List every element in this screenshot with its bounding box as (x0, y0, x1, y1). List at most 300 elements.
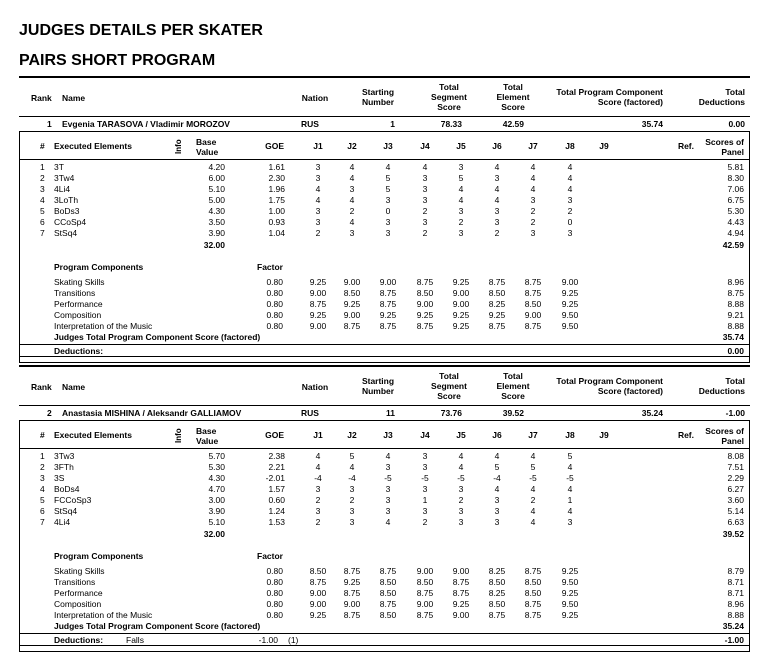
judge-score: 4 (385, 162, 391, 172)
base-header: Value (196, 436, 219, 446)
element-score: 6.27 (727, 484, 744, 494)
judge-score: 8.50 (416, 577, 434, 587)
element-base-value: 3.00 (208, 495, 225, 505)
judge-score: 9.25 (309, 310, 327, 320)
component-score: 8.88 (727, 610, 744, 620)
judge-score: 9.50 (561, 599, 579, 609)
judge-score: 4 (494, 451, 500, 461)
tes-header: Element (496, 92, 530, 102)
pcs-total: 35.24 (722, 621, 744, 631)
element-goe: 1.00 (268, 206, 285, 216)
judge-score: 3 (458, 517, 464, 527)
judge-score: 8.50 (488, 288, 506, 298)
judge-score: 9.00 (343, 599, 361, 609)
judge-score: 3 (494, 217, 500, 227)
judge-score: 8.75 (416, 277, 434, 287)
element-score: 4.43 (727, 217, 744, 227)
judge-score: -4 (493, 473, 501, 483)
judge-score: 2 (458, 217, 464, 227)
judge-score: 8.75 (379, 566, 397, 576)
judge-score: 3 (315, 206, 321, 216)
judge-score: 8.75 (379, 288, 397, 298)
element-code: 3Tw3 (54, 451, 75, 461)
base-header: Base (196, 137, 217, 147)
element-code: CCoSp4 (54, 217, 87, 227)
hash-header: # (40, 430, 45, 440)
element-score: 6.63 (727, 517, 744, 527)
element-base-value: 4.20 (208, 162, 225, 172)
judge-score: 5 (530, 462, 536, 472)
tss-header: Segment (431, 381, 467, 391)
component-score: 8.79 (727, 566, 744, 576)
component-name: Performance (54, 299, 103, 309)
skater-tpc: 35.24 (641, 408, 663, 418)
deductions-label: Deductions: (54, 635, 104, 645)
element-code: 3FTh (54, 462, 74, 472)
judge-score: 2 (494, 228, 500, 238)
judge-score: 9.25 (309, 610, 327, 620)
judge-score: 9.25 (561, 288, 579, 298)
judge-score: 2 (530, 206, 536, 216)
starting-header: Number (361, 97, 395, 107)
element-goe: 0.93 (268, 217, 285, 227)
judge-header: J4 (420, 141, 430, 151)
divider (19, 365, 750, 367)
judge-score: 4 (494, 484, 500, 494)
judge-score: 8.25 (488, 566, 506, 576)
element-code: 3S (54, 473, 65, 483)
judge-score: 4 (385, 451, 391, 461)
component-score: 8.88 (727, 299, 744, 309)
judge-score: 8.50 (488, 599, 506, 609)
component-factor: 0.80 (266, 599, 283, 609)
judge-score: 3 (494, 517, 500, 527)
ref-header: Ref. (677, 430, 694, 440)
judge-score: 3 (422, 462, 428, 472)
judge-score: 8.50 (379, 588, 397, 598)
judge-score: 8.75 (524, 599, 542, 609)
element-code: BoDs3 (54, 206, 80, 216)
judge-header: J4 (420, 430, 430, 440)
judge-score: 3 (349, 184, 355, 194)
element-goe: 1.61 (268, 162, 285, 172)
judge-score: 2 (349, 495, 355, 505)
element-base-value: 3.90 (208, 506, 225, 516)
factor-header: Factor (257, 262, 283, 272)
factor-header: Factor (257, 551, 283, 561)
component-name: Interpretation of the Music (54, 610, 153, 620)
judge-header: J2 (347, 430, 357, 440)
judge-score: 8.75 (379, 599, 397, 609)
judge-score: 9.25 (379, 310, 397, 320)
judge-score: 3 (422, 184, 428, 194)
judge-header: J1 (313, 141, 323, 151)
judge-score: 9.00 (309, 321, 327, 331)
judge-score: 9.25 (343, 577, 361, 587)
judge-score: 4 (494, 195, 500, 205)
judge-score: 9.00 (561, 277, 579, 287)
component-name: Skating Skills (54, 566, 105, 576)
component-factor: 0.80 (266, 288, 283, 298)
skater-nation: RUS (301, 408, 319, 418)
sop-header: Panel (721, 436, 744, 446)
judge-score: 8.25 (488, 299, 506, 309)
element-code: StSq4 (54, 228, 78, 238)
tes-header: Score (501, 391, 525, 401)
judge-score: 3 (349, 506, 355, 516)
skater-nation: RUS (301, 119, 319, 129)
tpc-header: Score (factored) (597, 386, 663, 396)
judge-score: 3 (567, 195, 573, 205)
tss-header: Total (439, 371, 459, 381)
judge-score: 3 (385, 506, 391, 516)
skater-name: Anastasia MISHINA / Aleksandr GALLIAMOV (62, 408, 242, 418)
component-factor: 0.80 (266, 588, 283, 598)
judge-score: 9.50 (561, 310, 579, 320)
judge-score: 4 (385, 517, 391, 527)
judge-score: 4 (458, 184, 464, 194)
element-number: 7 (40, 517, 45, 527)
component-name: Composition (54, 310, 102, 320)
pcs-total-label: Judges Total Program Component Score (factored) (54, 621, 261, 631)
element-number: 3 (40, 473, 45, 483)
component-factor: 0.80 (266, 310, 283, 320)
judge-score: 9.00 (416, 299, 434, 309)
judge-score: 2 (349, 206, 355, 216)
element-base-value: 5.10 (208, 517, 225, 527)
element-code: 3T (54, 162, 64, 172)
judge-header: J7 (528, 141, 538, 151)
judge-score: -5 (566, 473, 574, 483)
element-base-value: 4.70 (208, 484, 225, 494)
judge-score: 3 (422, 195, 428, 205)
component-factor: 0.80 (266, 566, 283, 576)
element-code: 4Li4 (54, 184, 71, 194)
judge-score: 4 (349, 173, 355, 183)
judge-score: -5 (529, 473, 537, 483)
page-subtitle: PAIRS SHORT PROGRAM (19, 52, 216, 69)
skater-tes: 42.59 (502, 119, 524, 129)
component-score: 9.21 (727, 310, 744, 320)
element-number: 3 (40, 184, 45, 194)
judge-score: 2 (422, 206, 428, 216)
element-base-value: 4.30 (208, 206, 225, 216)
judge-score: 8.50 (524, 577, 542, 587)
judge-score: 3 (494, 506, 500, 516)
component-name: Composition (54, 599, 102, 609)
element-goe: 1.57 (268, 484, 285, 494)
element-goe: 0.60 (268, 495, 285, 505)
element-number: 5 (40, 495, 45, 505)
judge-score: 4 (567, 162, 573, 172)
judge-score: 9.25 (343, 299, 361, 309)
sop-header: Panel (721, 147, 744, 157)
judge-score: 8.50 (379, 610, 397, 620)
component-name: Transitions (54, 288, 96, 298)
component-name: Skating Skills (54, 277, 105, 287)
judge-score: 9.00 (309, 288, 327, 298)
component-factor: 0.80 (266, 577, 283, 587)
judge-score: 9.50 (561, 577, 579, 587)
judge-score: 3 (315, 506, 321, 516)
divider (19, 405, 750, 406)
element-base-value: 5.00 (208, 195, 225, 205)
element-base-value: 4.30 (208, 473, 225, 483)
judge-score: 8.50 (379, 577, 397, 587)
judge-score: 8.75 (524, 288, 542, 298)
judge-score: 8.75 (488, 277, 506, 287)
judge-score: 3 (530, 195, 536, 205)
judge-score: 2 (422, 228, 428, 238)
judge-header: J5 (456, 141, 466, 151)
judge-score: -5 (384, 473, 392, 483)
tss-header: Score (437, 102, 461, 112)
element-number: 4 (40, 195, 45, 205)
judge-score: 3 (567, 517, 573, 527)
element-score: 5.30 (727, 206, 744, 216)
judge-score: 3 (385, 195, 391, 205)
judge-score: 9.00 (452, 299, 470, 309)
judge-score: 4 (494, 184, 500, 194)
judge-header: J3 (383, 141, 393, 151)
judge-score: 9.00 (452, 288, 470, 298)
sop-header: Scores of (705, 426, 744, 436)
judge-header: J6 (492, 141, 502, 151)
judge-score: 8.75 (488, 321, 506, 331)
judge-score: 2 (567, 206, 573, 216)
element-score: 6.75 (727, 195, 744, 205)
skater-start: 11 (386, 408, 395, 418)
tes-header: Total (503, 371, 523, 381)
judge-score: 9.00 (452, 610, 470, 620)
judge-score: 8.75 (379, 299, 397, 309)
pcs-total-label: Judges Total Program Component Score (factored) (54, 332, 261, 342)
judge-score: 8.25 (488, 588, 506, 598)
skater-rank: 2 (47, 408, 52, 418)
judge-score: 3 (567, 228, 573, 238)
judge-score: 4 (530, 484, 536, 494)
judge-score: 3 (530, 228, 536, 238)
element-score: 8.08 (727, 451, 744, 461)
skater-rank: 1 (47, 119, 52, 129)
ded-header: Deductions (698, 386, 745, 396)
element-score: 5.14 (727, 506, 744, 516)
deductions-box (19, 344, 750, 357)
judge-score: 9.25 (561, 566, 579, 576)
judge-score: 4 (567, 173, 573, 183)
judge-score: 0 (385, 206, 391, 216)
judge-score: 3 (385, 228, 391, 238)
judge-score: 8.75 (343, 321, 361, 331)
element-goe: 2.38 (268, 451, 285, 461)
info-header: Info (174, 428, 183, 443)
nation-header: Nation (301, 382, 329, 392)
component-factor: 0.80 (266, 610, 283, 620)
judge-score: 8.50 (488, 577, 506, 587)
element-number: 5 (40, 206, 45, 216)
judge-score: 4 (567, 484, 573, 494)
deductions-total: 0.00 (727, 346, 744, 356)
judge-score: 3 (458, 484, 464, 494)
element-goe: 2.21 (268, 462, 285, 472)
element-base-value: 5.30 (208, 462, 225, 472)
judge-score: 8.75 (452, 577, 470, 587)
judge-score: 9.00 (379, 277, 397, 287)
judge-score: 4 (567, 184, 573, 194)
judge-score: 2 (458, 495, 464, 505)
judge-score: 4 (315, 184, 321, 194)
judge-score: 3 (385, 217, 391, 227)
judge-score: 4 (458, 451, 464, 461)
judge-score: 4 (315, 451, 321, 461)
name-header: Name (62, 382, 86, 392)
starting-header: Starting (361, 376, 395, 386)
component-score: 8.71 (727, 577, 744, 587)
judge-score: 9.00 (309, 599, 327, 609)
ded-header: Total (725, 87, 745, 97)
deductions-count: (1) (288, 635, 299, 645)
judge-score: 3 (349, 484, 355, 494)
judge-header: J8 (565, 430, 575, 440)
judge-score: 3 (385, 495, 391, 505)
ref-header: Ref. (677, 141, 694, 151)
judge-score: 5 (458, 173, 464, 183)
judge-score: 8.50 (524, 588, 542, 598)
executed-header: Executed Elements (54, 430, 132, 440)
judge-score: 3 (315, 162, 321, 172)
judge-header: J6 (492, 430, 502, 440)
judge-score: 5 (567, 451, 573, 461)
element-score: 3.60 (727, 495, 744, 505)
judge-score: 9.25 (561, 299, 579, 309)
tpc-header: Total Program Component (556, 87, 663, 97)
judge-score: 3 (422, 451, 428, 461)
judge-score: 3 (349, 517, 355, 527)
component-score: 8.75 (727, 288, 744, 298)
judge-score: 4 (567, 462, 573, 472)
judge-score: 8.75 (343, 610, 361, 620)
ded-header: Deductions (698, 97, 745, 107)
element-code: StSq4 (54, 506, 78, 516)
judge-score: 9.25 (488, 310, 506, 320)
judge-score: 4 (530, 184, 536, 194)
judge-score: 8.75 (524, 566, 542, 576)
judge-score: 8.75 (452, 588, 470, 598)
judge-header: J8 (565, 141, 575, 151)
judge-score: 3 (315, 217, 321, 227)
element-score: 8.30 (727, 173, 744, 183)
judge-score: 9.25 (452, 277, 470, 287)
element-goe: 1.53 (268, 517, 285, 527)
judge-score: 2 (315, 517, 321, 527)
hash-header: # (40, 141, 45, 151)
judge-score: 3 (315, 484, 321, 494)
judge-score: 4 (494, 162, 500, 172)
element-base-value: 5.10 (208, 184, 225, 194)
judge-score: 3 (385, 462, 391, 472)
judge-score: 9.25 (309, 277, 327, 287)
judge-score: 3 (315, 173, 321, 183)
deductions-total: -1.00 (724, 635, 744, 645)
judge-score: 8.75 (416, 321, 434, 331)
starting-header: Number (361, 386, 395, 396)
judge-score: 9.00 (524, 310, 542, 320)
judge-score: 3 (494, 495, 500, 505)
judge-score: 1 (422, 495, 428, 505)
judge-score: 4 (458, 195, 464, 205)
element-goe: 1.75 (268, 195, 285, 205)
element-goe: 2.30 (268, 173, 285, 183)
judge-score: 3 (458, 162, 464, 172)
name-header: Name (62, 93, 86, 103)
component-score: 8.71 (727, 588, 744, 598)
judge-header: J7 (528, 430, 538, 440)
judge-score: 3 (422, 484, 428, 494)
judge-score: 3 (422, 506, 428, 516)
nation-header: Nation (301, 93, 329, 103)
judge-score: 4 (349, 195, 355, 205)
judge-score: 8.75 (309, 299, 327, 309)
judge-score: 4 (567, 506, 573, 516)
judge-score: 9.00 (343, 310, 361, 320)
element-code: FCCoSp3 (54, 495, 92, 505)
judge-score: 9.25 (561, 610, 579, 620)
tes-header: Total (503, 82, 523, 92)
judge-score: 9.50 (561, 321, 579, 331)
judge-score: 9.25 (416, 310, 434, 320)
base-value-total: 32.00 (203, 240, 225, 250)
component-score: 8.88 (727, 321, 744, 331)
judge-score: 9.25 (452, 599, 470, 609)
divider (19, 448, 750, 449)
element-number: 2 (40, 462, 45, 472)
judge-score: 4 (349, 462, 355, 472)
skater-tes: 39.52 (502, 408, 524, 418)
judge-score: 4 (530, 162, 536, 172)
judge-score: 9.00 (343, 277, 361, 287)
judge-score: 4 (530, 173, 536, 183)
element-number: 2 (40, 173, 45, 183)
component-factor: 0.80 (266, 277, 283, 287)
element-base-value: 5.70 (208, 451, 225, 461)
element-code: 3Tw4 (54, 173, 75, 183)
skater-tpc: 35.74 (641, 119, 663, 129)
element-base-value: 6.00 (208, 173, 225, 183)
goe-header: GOE (265, 141, 284, 151)
divider (19, 159, 750, 160)
info-header: Info (174, 139, 183, 154)
judge-score: 3 (349, 228, 355, 238)
base-value-total: 32.00 (203, 529, 225, 539)
judge-score: 3 (494, 173, 500, 183)
skater-tss: 73.76 (440, 408, 462, 418)
element-number: 1 (40, 451, 45, 461)
element-number: 1 (40, 162, 45, 172)
judge-score: 8.75 (524, 321, 542, 331)
judge-header: J9 (599, 430, 609, 440)
judge-score: 2 (422, 517, 428, 527)
deductions-label: Deductions: (54, 346, 104, 356)
element-base-value: 3.50 (208, 217, 225, 227)
judge-score: 3 (458, 506, 464, 516)
judge-score: 4 (458, 462, 464, 472)
tss-header: Score (437, 391, 461, 401)
sop-header: Scores of (705, 137, 744, 147)
element-score: 7.51 (727, 462, 744, 472)
pc-header: Program Components (54, 551, 144, 561)
judge-score: 8.75 (524, 277, 542, 287)
judge-score: 2 (530, 217, 536, 227)
